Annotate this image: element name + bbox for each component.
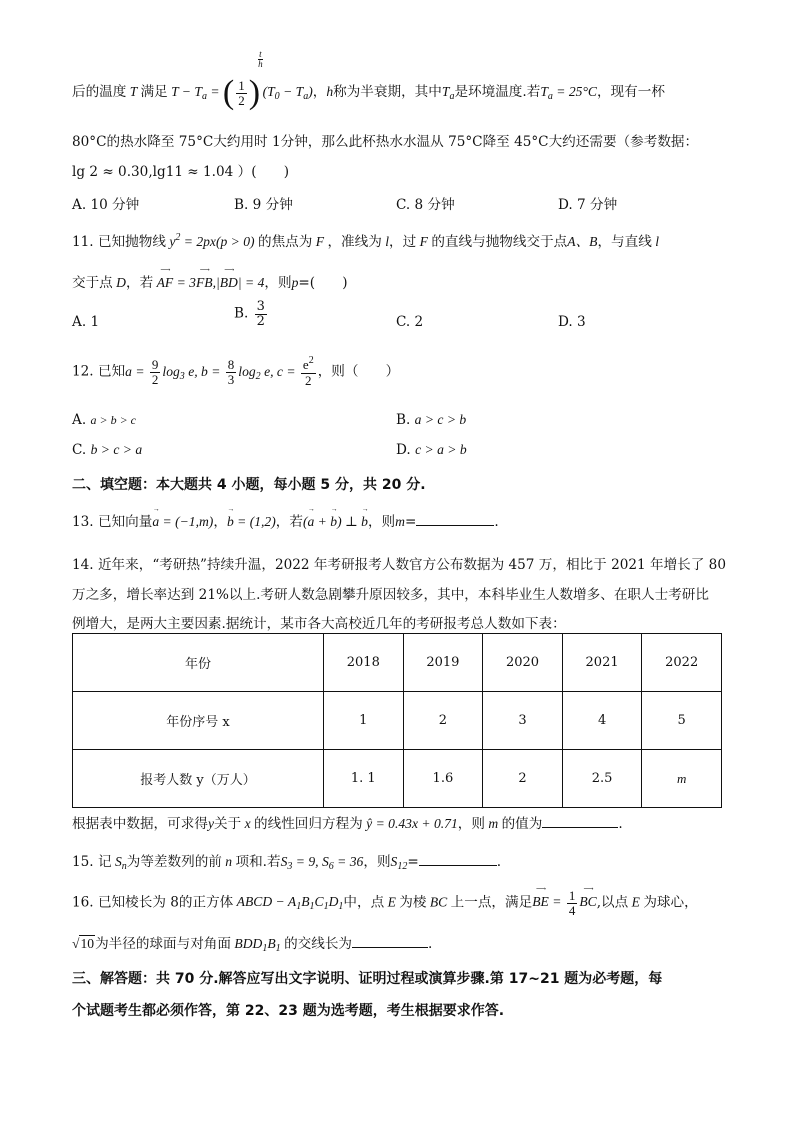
table-cell: 2019 <box>403 634 483 692</box>
table-row <box>73 692 722 750</box>
table-cell: 年份 <box>73 634 324 692</box>
q14-line-1: 14. 近年来，“考研热”持续升温，2022 年考研报考人数官方公布数据为 457 万，相比于 2021 年增长了 80 <box>72 557 726 573</box>
table-row <box>73 634 722 692</box>
table-cell: 2.5 <box>562 750 642 808</box>
q11-option-b: B. $\frac{3}{2}$ <box>234 299 265 329</box>
q14-answer-blank[interactable] <box>542 815 618 828</box>
q10-option-c: C. 8 分钟 <box>396 197 455 213</box>
table-cell: 1.6 <box>403 750 483 808</box>
q11-line-2: 交于点 D，若 AF ⟶ = 3FB ⟶ ,|BD ⟶ | = 4，则p=( ) <box>72 266 348 291</box>
table-cell: 2 <box>483 750 563 808</box>
q12-option-c: C. b > c > a <box>72 442 143 458</box>
q10-line-1: 后的温度 T 满足 $T - T_a$ = ( $\frac{1}{2}$ ) $\frac{t}{h}$ $(T_0 - T_a)$，h称为半衰期，其中$T_a$是环境温度.若$T_a = 25^\circ C$，现有一杯 <box>72 49 665 111</box>
section-3-heading-line-2: 个试题考生都必须作答，第 22、23 题为选考题，考生根据要求作答. <box>72 1003 505 1019</box>
q14-regression-line: 根据表中数据，可求得y关于 x 的线性回归方程为 ŷ = 0.43x + 0.71，则 m 的值为 . <box>72 816 623 832</box>
q11-option-a: A. 1 <box>72 314 100 330</box>
q11-option-c: C. 2 <box>396 314 424 330</box>
table-cell: 报考人数 y（万人） <box>73 750 324 808</box>
q10-option-a: A. 10 分钟 <box>72 197 140 213</box>
q10-line-3: lg 2 ≈ 0.30,lg11 ≈ 1.04 ）( ) <box>72 164 289 180</box>
q12-option-a: A. a > b > c <box>72 412 136 428</box>
q16-answer-blank[interactable] <box>352 935 428 948</box>
q11-option-d: D. 3 <box>558 314 586 330</box>
table-cell: 2018 <box>324 634 404 692</box>
table-cell: m <box>642 750 722 808</box>
table-cell: 5 <box>642 692 722 750</box>
table-cell: 2020 <box>483 634 563 692</box>
table-cell: 1. 1 <box>324 750 404 808</box>
q16-line-1: 16. 已知棱长为 8的正方体 ABCD − $A_1B_1C_1D_1$中，点 E 为棱 BC 上一点，满足BE ⟶ = $\frac{1}{4}$ BC ⟶ ,以点 E 为球心， <box>72 885 698 918</box>
table-row <box>73 750 722 808</box>
q15-line: 15. 记 $S_n$为等差数列的前 n 项和.若$S_3 = 9$, $S_6 = 36$，则$S_{12}=$ . <box>72 854 502 872</box>
q14-data-table <box>72 633 722 808</box>
q12-option-d: D. c > a > b <box>396 442 467 458</box>
q10-option-d: D. 7 分钟 <box>558 197 618 213</box>
q11-line-1: 11. 已知抛物线 $y^2 = 2px(p > 0)$ 的焦点为 F ，准线为 l，过 F 的直线与抛物线交于点A、B，与直线 l <box>72 232 660 250</box>
table-cell: 1 <box>324 692 404 750</box>
q13-line: 13. 已知向量a → = (−1,m)，b → = (1,2)，若(a → + b → ) ⊥ b → ，则m= . <box>72 505 499 530</box>
q11-condition: AF ⟶ = 3FB ⟶ ,|BD ⟶ | = 4 <box>156 266 265 290</box>
table-cell: 4 <box>562 692 642 750</box>
q14-line-3: 例增大，是两大主要因素.据统计，某市各大高校近几年的考研报考总人数如下表： <box>72 616 566 632</box>
q12-line-1: 12. 已知a = $\frac{9}{2}$ $\log_3 e$, b = $\frac{8}{3}$ $\log_2 e$, c = $\frac{e^2}{2}$ ，则（ ） <box>72 355 400 388</box>
table-cell: 2021 <box>562 634 642 692</box>
q10-option-b: B. 9 分钟 <box>234 197 293 213</box>
table-cell: 年份序号 x <box>73 692 324 750</box>
q10-formula: $T - T_a$ = ( $\frac{1}{2}$ ) $\frac{t}{h}$ $(T_0 - T_a)$ <box>167 49 313 111</box>
q14-line-2: 万之多，增长率达到 21%以上.考研人数急剧攀升原因较多，其中，本科毕业生人数增多、在职人士考研比 <box>72 587 709 603</box>
q12-option-b: B. a > c > b <box>396 412 467 428</box>
q12-formula: a = $\frac{9}{2}$ $\log_3 e$, b = $\frac{8}{3}$ $\log_2 e$, c = $\frac{e^2}{2}$ <box>125 355 314 388</box>
section-2-heading: 二、填空题：本大题共 4 小题，每小题 5 分，共 20 分. <box>72 477 426 493</box>
q16-condition: BE ⟶ = $\frac{1}{4}$ BC ⟶ <box>532 885 597 918</box>
q13-answer-blank[interactable] <box>416 513 494 526</box>
section-3-heading-line-1: 三、解答题：共 70 分.解答应写出文字说明、证明过程或演算步骤.第 17~21 题为必考题，每 <box>72 971 663 987</box>
q16-line-2: √10为半径的球面与对角面 $BDD_1B_1$ 的交线长为 . <box>72 936 433 954</box>
table-cell: 2 <box>403 692 483 750</box>
q15-answer-blank[interactable] <box>419 853 497 866</box>
table-cell: 2022 <box>642 634 722 692</box>
table-cell: 3 <box>483 692 563 750</box>
q10-line-2: 80°C的热水降至 75°C大约用时 1分钟，那么此杯热水水温从 75°C降至 45°C大约还需要（参考数据： <box>72 134 699 150</box>
